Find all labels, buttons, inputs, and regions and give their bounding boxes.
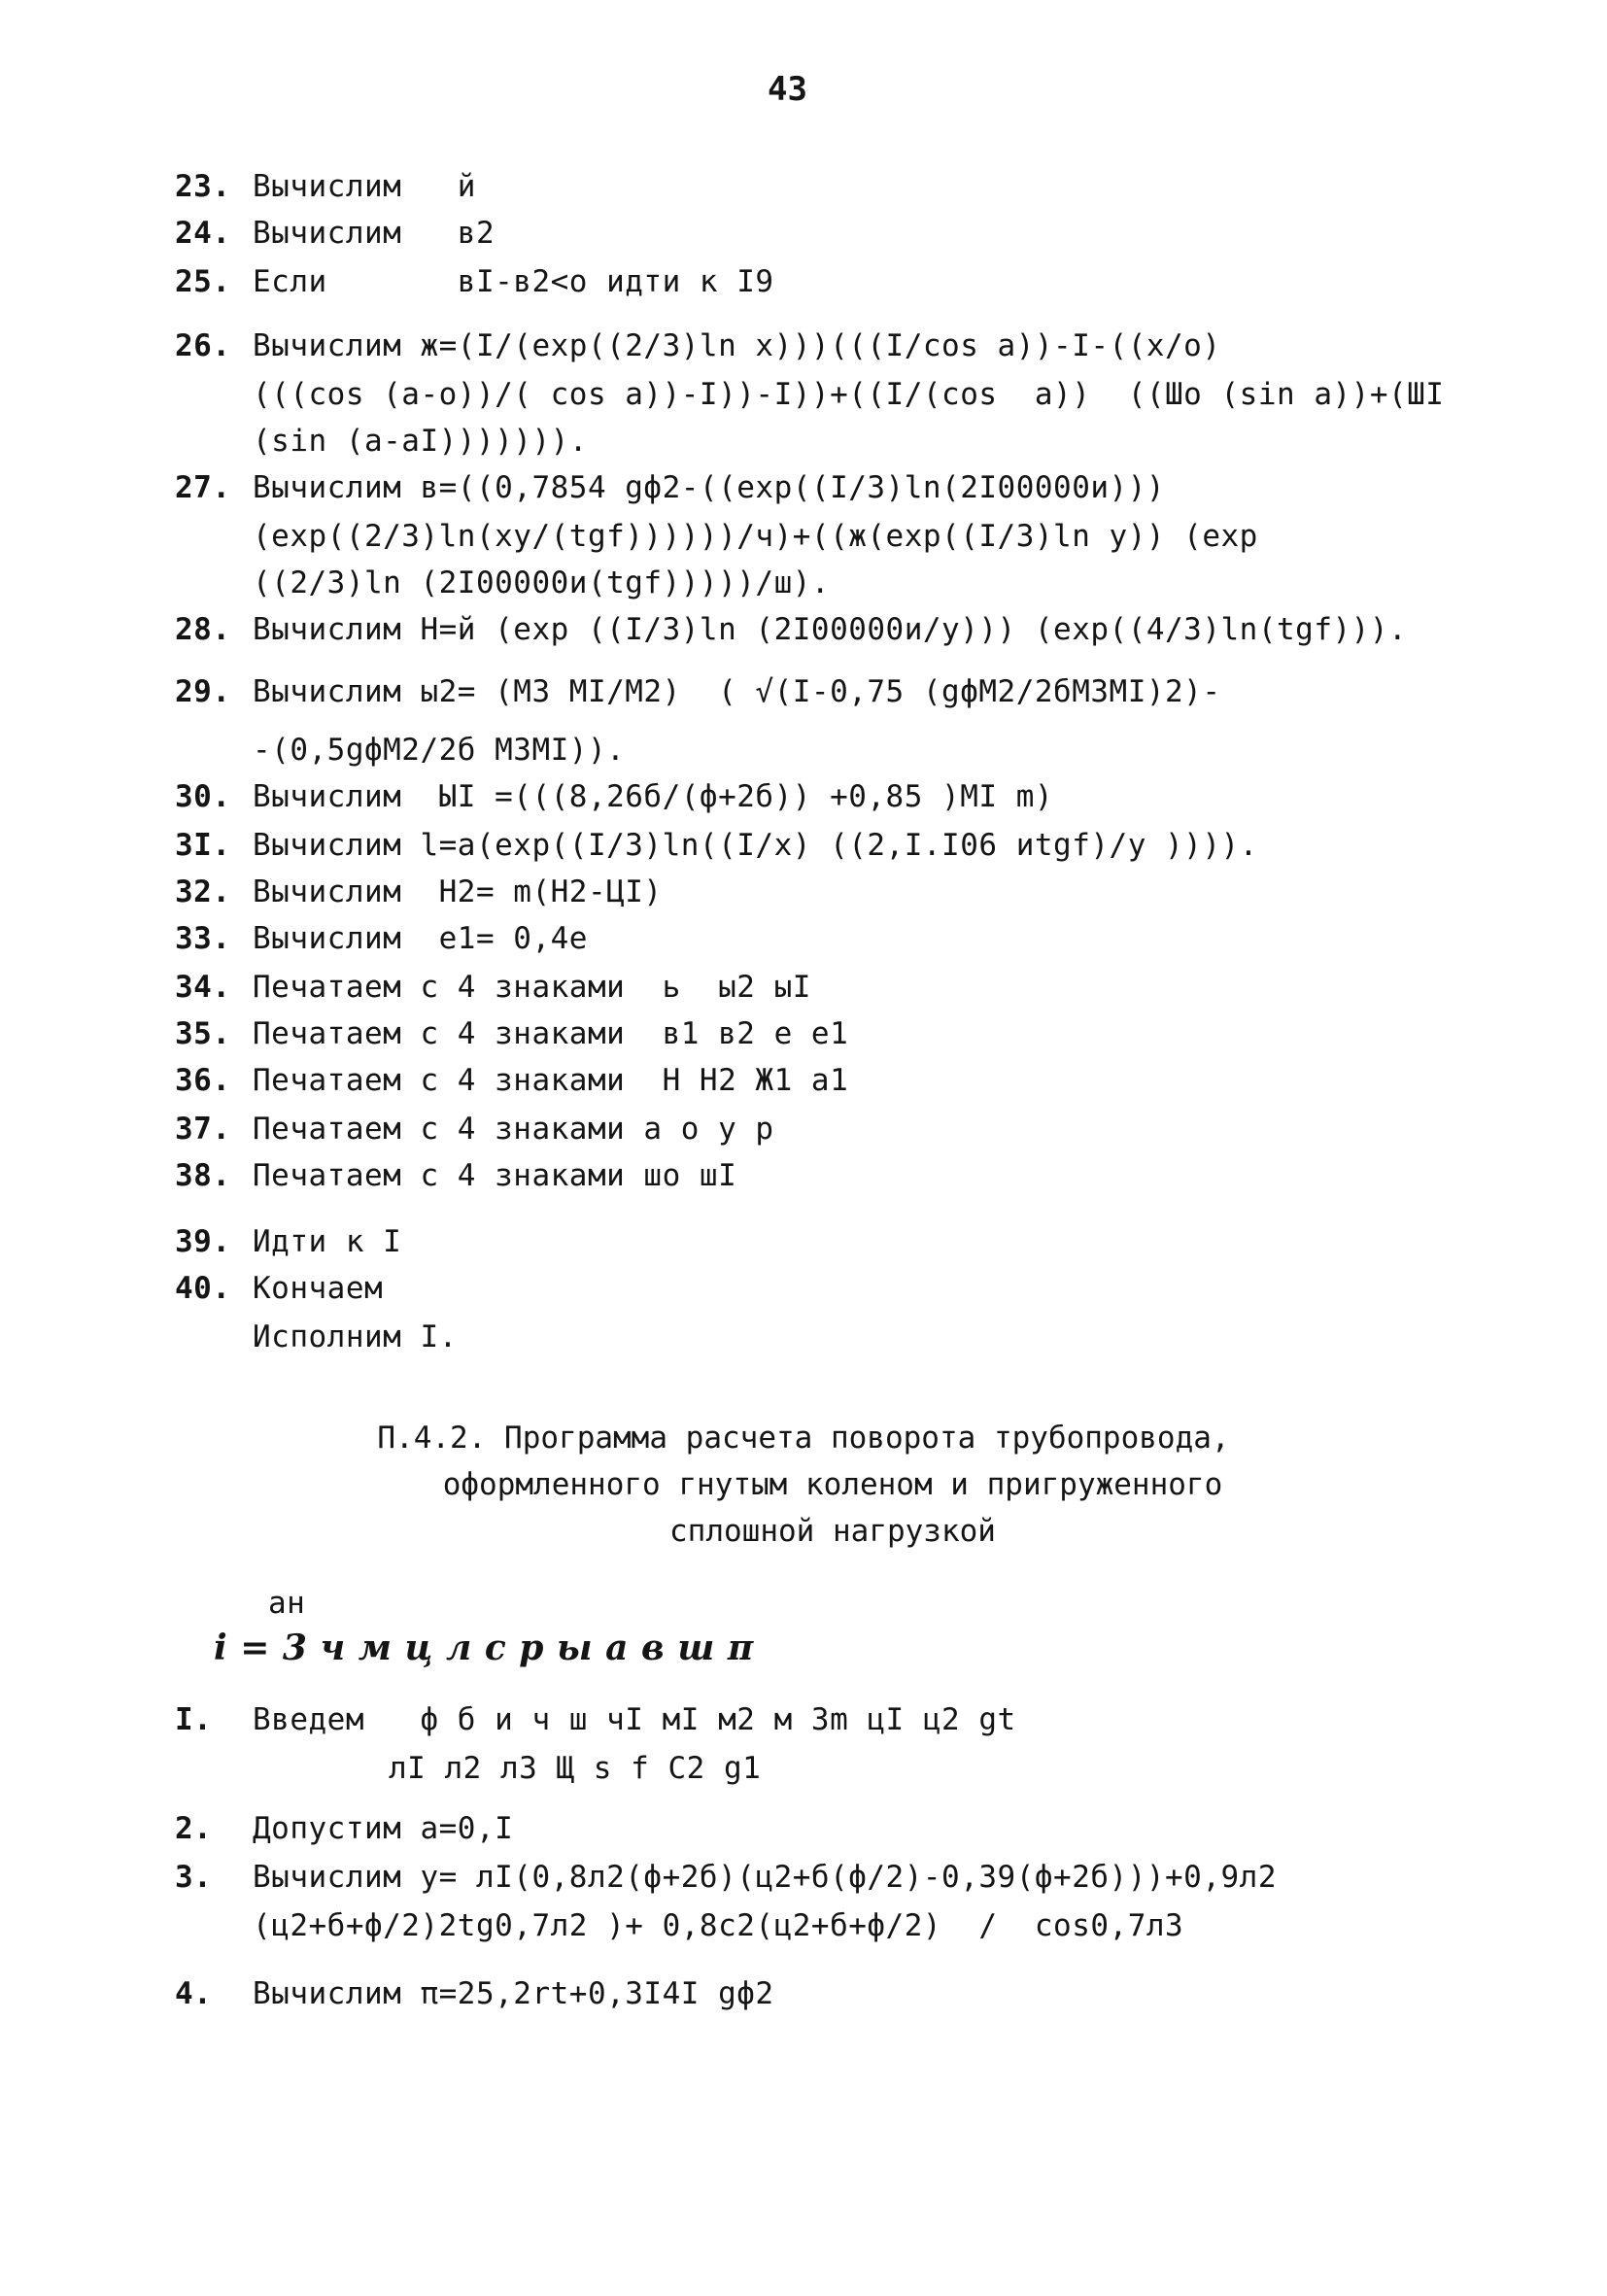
line-number: 33. bbox=[175, 921, 231, 956]
line-number: 3. bbox=[175, 1860, 213, 1895]
var-decl-line: i = 3 ч м ц л с р ы а в ш π bbox=[214, 1628, 754, 1668]
program-line bbox=[175, 731, 625, 770]
line-text: лI л2 л3 Щ s f C2 g1 bbox=[389, 1751, 762, 1786]
line-number: 25. bbox=[175, 264, 231, 299]
line-text: Вычислим у= лI(0,8л2(ф+2б)(ц2+б(ф/2)-0,39(ф+2б)))+0,9л2 bbox=[253, 1860, 1277, 1895]
program-line bbox=[175, 1858, 1277, 1897]
program-line bbox=[175, 375, 1444, 414]
line-text: Печатаем с 4 знаками в1 в2 e e1 bbox=[253, 1016, 849, 1051]
line-number: 40. bbox=[175, 1271, 231, 1306]
line-text: Печатаем с 4 знаками а о у р bbox=[253, 1112, 774, 1147]
line-text: Вычислим l=a(exp((I/3)ln((I/x) ((2,I.I06 иtgf)/у )))). bbox=[253, 828, 1258, 863]
program-line bbox=[175, 1222, 401, 1261]
program-line bbox=[175, 873, 663, 911]
line-text: Вычислим Н=й (exp ((I/3)ln (2I00000и/у))) (exp((4/3)ln(tgf))). bbox=[253, 612, 1408, 647]
section-title-line-2: оформленного гнутым коленом и пригруженного bbox=[442, 1467, 1223, 1502]
line-number: 26. bbox=[175, 328, 231, 363]
line-text: Вычислим Н2= m(Н2-ЦI) bbox=[253, 874, 663, 909]
line-text: Вычислим й bbox=[253, 169, 476, 204]
line-number: 37. bbox=[175, 1112, 231, 1147]
program-line bbox=[389, 1749, 761, 1788]
line-number: 29. bbox=[175, 674, 231, 709]
line-text: (((cos (a-o))/( cos a))-I))-I))+((I/(cos a)) ((Шo (sin a))+(ШI bbox=[253, 377, 1445, 412]
program-line bbox=[175, 1974, 774, 2013]
program-line bbox=[175, 1110, 774, 1148]
line-text: Вычислим в=((0,7854 gф2-((exp((I/3)ln(2I00000и))) bbox=[253, 470, 1166, 505]
line-text: Идти к I bbox=[253, 1224, 402, 1259]
page-number: 43 bbox=[768, 70, 807, 109]
line-text: Вычислим e1= 0,4e bbox=[253, 921, 588, 956]
program-line bbox=[175, 968, 811, 1007]
line-text: ((2/3)ln (2I00000и(tgf)))))/ш). bbox=[253, 565, 831, 600]
line-text: Печатаем с 4 знаками Н Н2 Ж1 a1 bbox=[253, 1063, 849, 1098]
section-title-line-3: сплошной нагрузкой bbox=[669, 1514, 996, 1549]
program-line bbox=[175, 919, 588, 958]
line-text: -(0,5gфМ2/2б М3МI)). bbox=[253, 733, 626, 768]
program-line bbox=[175, 1269, 383, 1308]
line-number: 3I. bbox=[175, 828, 231, 863]
line-number: 36. bbox=[175, 1063, 231, 1098]
line-text: Кончаем bbox=[253, 1271, 384, 1306]
line-number: 28. bbox=[175, 612, 231, 647]
program-line bbox=[175, 422, 588, 461]
line-text: Допустим а=0,I bbox=[253, 1811, 514, 1846]
program-line bbox=[175, 1318, 458, 1356]
line-text: Печатаем с 4 знаками ь ы2 ыI bbox=[253, 970, 811, 1005]
line-text: Вычислим π=25,2rt+0,3I4I gф2 bbox=[253, 1976, 774, 2011]
line-text: Вычислим в2 bbox=[253, 216, 496, 251]
line-number: 39. bbox=[175, 1224, 231, 1259]
program-line bbox=[175, 826, 1258, 865]
line-number: 24. bbox=[175, 216, 231, 251]
program-line bbox=[175, 468, 1165, 507]
line-text: (exp((2/3)ln(xy/(tgf))))))/ч)+((ж(exp((I/3)ln y)) (exp bbox=[253, 519, 1258, 554]
program-line bbox=[175, 326, 1221, 365]
line-number: 4. bbox=[175, 1976, 213, 2011]
line-text: (ц2+б+ф/2)2tg0,7л2 )+ 0,8с2(ц2+б+ф/2) / cos0,7л3 bbox=[253, 1908, 1184, 1943]
line-number: 38. bbox=[175, 1158, 231, 1193]
program-line bbox=[175, 777, 1053, 816]
program-line bbox=[175, 167, 476, 206]
line-number: 35. bbox=[175, 1016, 231, 1051]
line-number: 34. bbox=[175, 970, 231, 1005]
line-number: 32. bbox=[175, 874, 231, 909]
line-text: Вычислим ж=(I/(exp((2/3)ln x)))(((I/cos a))-I-((x/o) bbox=[253, 328, 1221, 363]
line-text: Печатаем с 4 знаками шo шI bbox=[253, 1158, 737, 1193]
program-line bbox=[175, 672, 1221, 711]
section-title-line-1: П.4.2. Программа расчета поворота трубопровода, bbox=[377, 1421, 1230, 1456]
line-text: Исполним I. bbox=[253, 1319, 458, 1354]
program-line bbox=[175, 214, 495, 253]
line-number: I. bbox=[175, 1702, 213, 1737]
line-number: 2. bbox=[175, 1811, 213, 1846]
line-number: 30. bbox=[175, 779, 231, 814]
line-text: Введем ф б и ч ш чI мI м2 м 3m цI ц2 gt bbox=[253, 1702, 1016, 1737]
line-text: Вычислим ы2= (М3 МI/М2) ( √(I-0,75 (gфМ2/2бМ3МI)2)- bbox=[253, 674, 1221, 709]
line-text: Если вI-в2<o идти к I9 bbox=[253, 264, 774, 299]
program-line bbox=[175, 1061, 848, 1100]
line-number: 27. bbox=[175, 470, 231, 505]
program-line bbox=[175, 1156, 736, 1195]
line-text: (sin (a-aI))))))). bbox=[253, 424, 588, 459]
program-line bbox=[175, 262, 774, 301]
program-line bbox=[175, 1700, 1016, 1739]
program-line bbox=[175, 1014, 848, 1053]
program-line bbox=[175, 1809, 513, 1848]
line-text: Вычислим ЫI =(((8,26б/(ф+2б)) +0,85 )МI m) bbox=[253, 779, 1054, 814]
var-decl-superscript: ан bbox=[268, 1586, 306, 1621]
program-line bbox=[175, 1906, 1183, 1945]
program-line bbox=[175, 517, 1258, 556]
line-number: 23. bbox=[175, 169, 231, 204]
program-line bbox=[175, 564, 830, 602]
program-line bbox=[175, 610, 1407, 649]
